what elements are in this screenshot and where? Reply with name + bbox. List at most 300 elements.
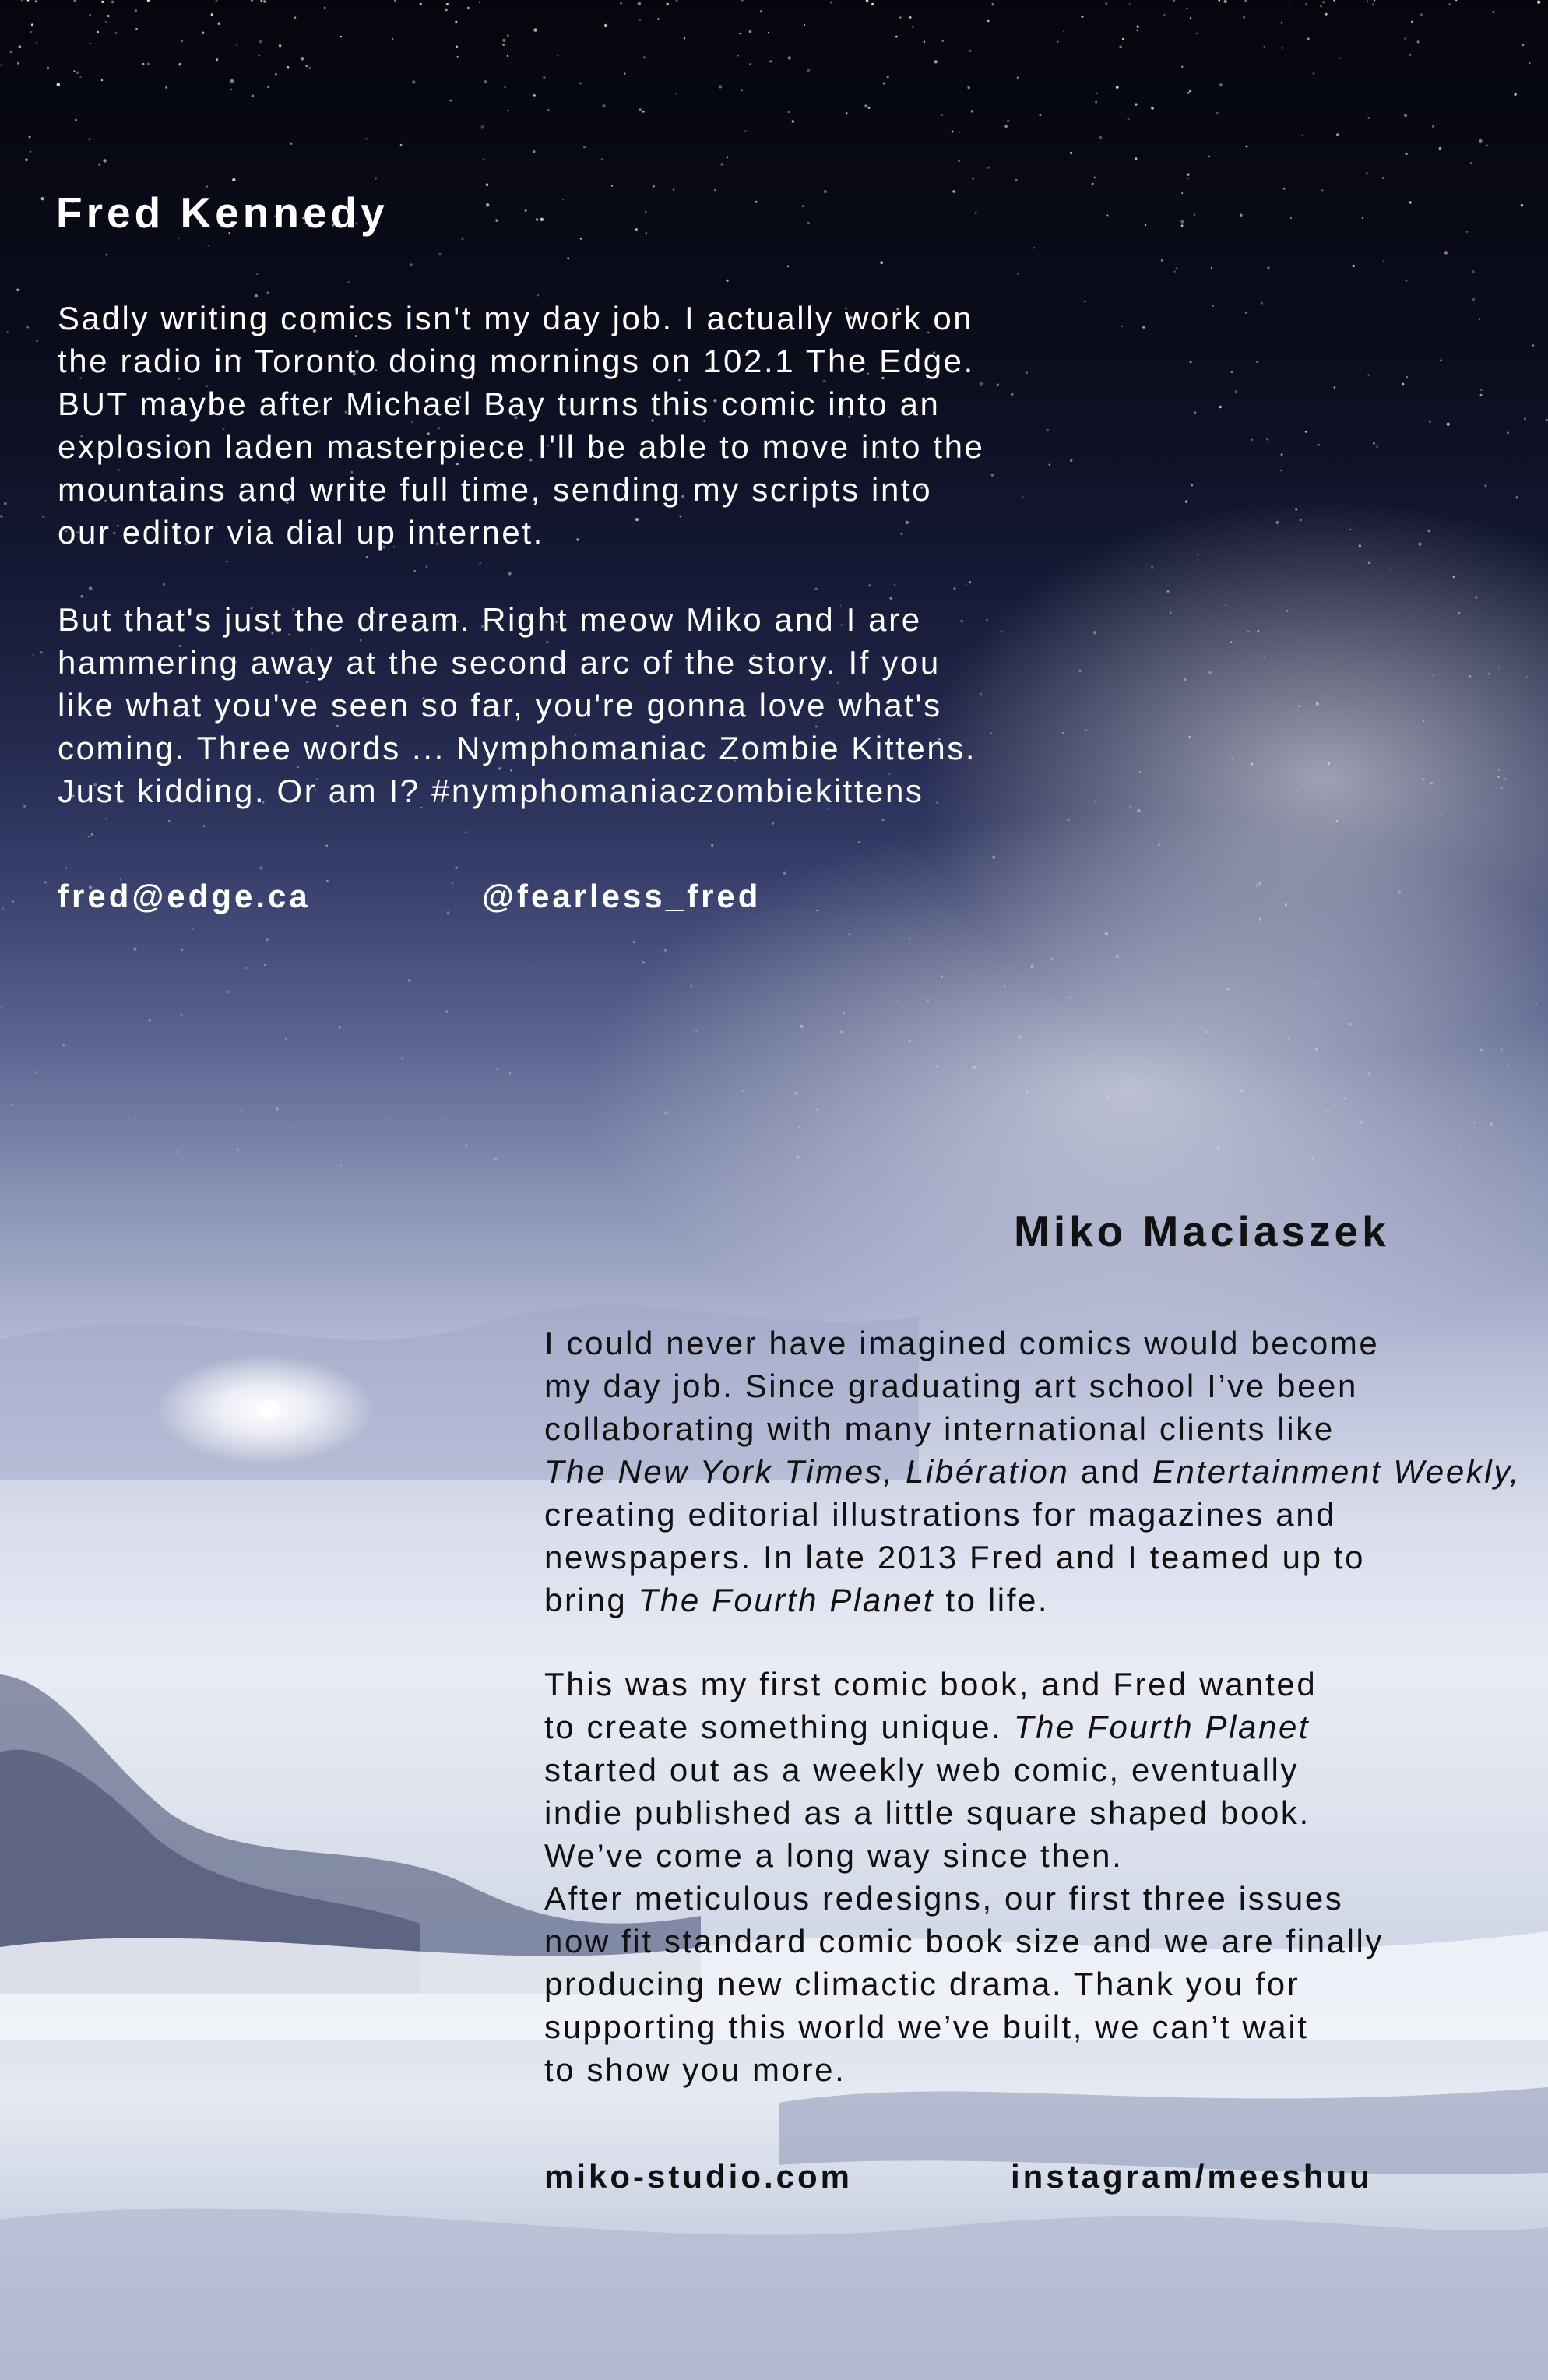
star xyxy=(275,73,277,76)
star xyxy=(1404,114,1407,117)
star xyxy=(457,56,459,58)
star xyxy=(768,32,769,33)
star xyxy=(266,291,269,294)
star xyxy=(35,0,37,2)
star xyxy=(1007,120,1009,122)
star xyxy=(251,0,253,2)
star xyxy=(1455,0,1457,1)
star xyxy=(465,831,466,833)
star xyxy=(580,238,582,240)
star xyxy=(391,1118,392,1120)
star xyxy=(1187,92,1190,94)
miko-maciaszek-name: Miko Maciaszek xyxy=(1014,1207,1390,1255)
star xyxy=(508,110,509,111)
moon-icon xyxy=(261,1400,280,1419)
star xyxy=(1402,383,1405,386)
star xyxy=(959,132,960,133)
star xyxy=(1353,265,1355,267)
star xyxy=(301,57,304,60)
star xyxy=(991,474,994,477)
star xyxy=(899,16,901,18)
star xyxy=(1096,93,1098,94)
star xyxy=(324,7,325,9)
star xyxy=(1082,16,1084,18)
star xyxy=(495,219,498,221)
star xyxy=(1374,0,1375,2)
star xyxy=(1333,0,1335,2)
star xyxy=(4,502,7,505)
star xyxy=(986,619,988,621)
star xyxy=(101,1,104,3)
star xyxy=(1516,496,1518,498)
star xyxy=(1281,453,1283,456)
star xyxy=(232,178,235,181)
star xyxy=(1261,302,1263,305)
star xyxy=(237,1149,239,1151)
star xyxy=(496,1068,498,1070)
star xyxy=(107,15,110,17)
star xyxy=(1305,3,1307,5)
star xyxy=(1116,86,1119,89)
star xyxy=(133,948,136,951)
star xyxy=(1137,30,1138,31)
star xyxy=(997,383,999,386)
star xyxy=(259,866,262,869)
star xyxy=(645,211,647,213)
miko-bio-paragraph-2: This was my first comic book, and Fred wanted to create something unique. The Fourth Planet started out as a weekly web comic, eventually indie published as a little square shaped book. We’ve come a long way since then. After meticulous redesigns, our first three issues now fit standard comic book size and we are finally producing new climactic drama. Thank you for supporting this world we’ve built, we can’t wait to show you more. xyxy=(544,1666,1384,2088)
star xyxy=(509,1072,512,1075)
star xyxy=(1339,57,1341,59)
star xyxy=(502,39,505,42)
star xyxy=(26,326,29,329)
star xyxy=(226,991,228,993)
star xyxy=(442,1116,443,1118)
star xyxy=(47,67,49,69)
star xyxy=(684,37,685,39)
star xyxy=(163,583,165,586)
star xyxy=(601,158,603,160)
star xyxy=(1187,178,1189,179)
star xyxy=(846,112,847,114)
star xyxy=(486,203,489,206)
star xyxy=(392,38,393,40)
star xyxy=(446,3,449,5)
star xyxy=(969,50,971,52)
star xyxy=(90,43,91,44)
star xyxy=(787,266,790,268)
star xyxy=(952,131,954,133)
star xyxy=(230,79,234,83)
star xyxy=(456,46,458,48)
star xyxy=(218,23,220,25)
star xyxy=(1320,5,1322,8)
star xyxy=(21,0,23,2)
star xyxy=(868,107,871,109)
star xyxy=(1376,445,1378,448)
star xyxy=(1245,312,1247,314)
star xyxy=(1305,431,1307,433)
star xyxy=(1190,17,1191,19)
star xyxy=(868,584,871,586)
star xyxy=(739,33,741,34)
star xyxy=(1026,371,1028,374)
star xyxy=(1266,438,1268,441)
star xyxy=(1432,125,1434,128)
star xyxy=(866,0,868,2)
star xyxy=(1216,112,1218,114)
star xyxy=(642,111,645,113)
star xyxy=(290,143,292,145)
star xyxy=(241,1110,243,1111)
star xyxy=(830,1,832,3)
star xyxy=(720,163,723,165)
star xyxy=(895,36,898,38)
fred-twitter-handle[interactable]: @fearless_fred xyxy=(482,878,762,914)
star xyxy=(208,245,210,247)
star xyxy=(1537,1,1540,4)
star xyxy=(147,0,150,2)
star xyxy=(394,0,396,2)
star xyxy=(676,93,677,95)
star xyxy=(16,289,19,291)
star xyxy=(285,1038,287,1040)
star xyxy=(481,125,484,129)
star xyxy=(991,3,994,5)
star xyxy=(1406,280,1408,282)
star xyxy=(750,63,752,65)
star xyxy=(142,63,145,65)
star xyxy=(128,1116,129,1118)
star xyxy=(1372,3,1374,5)
star xyxy=(1,65,2,66)
star xyxy=(952,190,955,192)
miko-website-link[interactable]: miko-studio.com xyxy=(544,2158,853,2195)
star xyxy=(1176,268,1178,270)
star xyxy=(256,273,258,275)
star xyxy=(1479,139,1482,143)
star xyxy=(12,900,14,902)
star xyxy=(494,1158,497,1160)
star xyxy=(1033,247,1035,248)
star xyxy=(1119,45,1122,48)
star xyxy=(969,581,971,583)
star xyxy=(1063,31,1064,33)
star xyxy=(1246,146,1248,148)
fred-email-link[interactable]: fred@edge.ca xyxy=(58,878,311,914)
star xyxy=(44,882,47,884)
star xyxy=(400,144,403,146)
star xyxy=(479,2,480,3)
star xyxy=(967,86,969,89)
star xyxy=(1243,16,1245,19)
star xyxy=(536,218,538,220)
star xyxy=(1161,259,1163,262)
star xyxy=(1251,439,1253,441)
star xyxy=(579,83,582,85)
star xyxy=(305,65,308,68)
star xyxy=(987,167,990,169)
star xyxy=(2,908,4,910)
star xyxy=(788,56,791,59)
star xyxy=(726,280,728,282)
star xyxy=(181,40,184,43)
star xyxy=(1244,0,1247,2)
star xyxy=(65,868,67,870)
star xyxy=(41,197,44,200)
star xyxy=(1235,390,1237,393)
star xyxy=(1047,429,1049,431)
star xyxy=(1185,500,1187,502)
star xyxy=(966,583,967,585)
star xyxy=(1211,267,1212,269)
star xyxy=(1521,204,1523,206)
star xyxy=(309,67,311,69)
star xyxy=(741,0,744,2)
star xyxy=(1099,136,1102,139)
star xyxy=(1212,305,1214,307)
star xyxy=(147,63,150,65)
star xyxy=(533,966,534,967)
star xyxy=(35,1072,37,1074)
star xyxy=(1208,156,1210,157)
star xyxy=(1017,273,1019,274)
star xyxy=(924,41,926,44)
star xyxy=(266,938,269,941)
star xyxy=(347,281,349,283)
star xyxy=(1135,157,1137,160)
star xyxy=(653,185,655,188)
star xyxy=(727,157,729,159)
star xyxy=(258,55,260,57)
star xyxy=(583,146,586,149)
star xyxy=(533,28,537,31)
star xyxy=(91,833,93,836)
star xyxy=(1444,251,1448,254)
star xyxy=(294,16,296,19)
star xyxy=(567,257,569,259)
star xyxy=(30,31,33,33)
star xyxy=(89,14,91,16)
star xyxy=(177,1151,179,1153)
miko-instagram-link[interactable]: instagram/meeshuu xyxy=(1011,2158,1373,2195)
fred-kennedy-name: Fred Kennedy xyxy=(56,188,389,237)
star xyxy=(1189,90,1191,92)
star xyxy=(912,26,914,28)
star xyxy=(639,108,642,111)
star xyxy=(74,0,76,2)
star xyxy=(325,844,328,847)
star xyxy=(1128,118,1130,120)
star xyxy=(75,119,77,121)
star xyxy=(7,332,9,333)
star xyxy=(89,586,92,590)
star xyxy=(1267,266,1269,269)
star xyxy=(760,10,762,12)
star xyxy=(941,114,943,116)
star xyxy=(1174,271,1176,273)
star xyxy=(1405,153,1407,155)
star xyxy=(508,572,511,575)
star xyxy=(755,201,758,203)
star xyxy=(1507,431,1509,434)
star xyxy=(412,80,415,83)
star xyxy=(1040,114,1042,117)
star xyxy=(1440,359,1442,361)
star xyxy=(871,3,874,5)
star xyxy=(264,964,266,966)
star xyxy=(17,62,19,65)
star xyxy=(36,340,38,342)
star xyxy=(216,0,218,2)
star xyxy=(420,3,422,5)
star xyxy=(620,2,621,4)
fred-bio-paragraph-1: Sadly writing comics isn't my day job. I actually work on the radio in Toronto doing mornings on 102.1 The Edge. BUT maybe after Michael Bay turns this comic into an explosion laden masterpiece I'll be able to move into the mountains and write full time, sending my scripts into our editor via dial up internet. xyxy=(58,300,985,551)
star xyxy=(216,58,218,61)
star xyxy=(1191,484,1193,486)
star xyxy=(1196,33,1198,34)
star xyxy=(772,822,774,825)
star xyxy=(267,86,269,88)
star xyxy=(484,80,487,83)
star xyxy=(804,24,805,26)
star xyxy=(502,44,505,46)
star xyxy=(1142,326,1145,328)
star xyxy=(1173,0,1176,2)
star xyxy=(111,1,114,4)
star xyxy=(602,104,605,107)
star xyxy=(883,83,885,85)
star xyxy=(1417,40,1420,43)
star xyxy=(611,185,613,187)
star xyxy=(33,654,34,656)
star xyxy=(19,45,21,48)
star xyxy=(1180,220,1184,223)
star xyxy=(25,159,28,162)
star xyxy=(1057,41,1058,43)
star xyxy=(447,911,449,914)
star xyxy=(1122,38,1124,40)
star xyxy=(236,44,237,46)
star xyxy=(1420,13,1423,16)
star xyxy=(106,254,107,255)
star xyxy=(40,651,43,653)
star xyxy=(450,100,452,102)
star xyxy=(1194,411,1196,414)
star xyxy=(1529,62,1531,65)
star xyxy=(1105,2,1107,5)
star xyxy=(1070,152,1072,154)
star xyxy=(401,1057,403,1059)
star xyxy=(1231,371,1233,374)
star xyxy=(1429,421,1431,423)
star xyxy=(467,7,470,9)
star xyxy=(27,0,29,2)
star xyxy=(1546,419,1548,421)
star xyxy=(1015,179,1017,181)
star xyxy=(1479,318,1481,320)
star xyxy=(624,72,626,75)
star xyxy=(149,1019,151,1022)
star xyxy=(1282,47,1283,48)
star xyxy=(89,139,90,140)
star xyxy=(115,32,118,34)
star xyxy=(88,836,90,837)
star xyxy=(807,222,810,224)
star xyxy=(1493,11,1495,13)
star xyxy=(340,1164,342,1167)
star xyxy=(252,95,254,97)
star xyxy=(887,76,889,78)
star xyxy=(1302,135,1303,136)
star xyxy=(1522,44,1524,46)
star xyxy=(1186,8,1187,9)
star xyxy=(1367,1,1368,2)
star xyxy=(1406,376,1408,378)
star xyxy=(1281,22,1283,24)
star xyxy=(1366,172,1368,174)
star xyxy=(79,76,81,78)
star xyxy=(340,36,342,37)
star xyxy=(202,32,204,34)
star xyxy=(741,90,743,92)
star xyxy=(259,40,262,44)
star xyxy=(646,232,647,234)
star xyxy=(737,55,739,57)
star xyxy=(1194,214,1196,217)
star xyxy=(1289,5,1290,6)
star xyxy=(1447,423,1450,426)
star xyxy=(1135,103,1137,105)
star xyxy=(135,9,137,12)
star xyxy=(98,164,100,166)
star xyxy=(864,104,867,107)
star xyxy=(507,34,509,37)
star xyxy=(36,42,37,44)
star xyxy=(445,9,448,12)
star xyxy=(486,183,489,186)
star xyxy=(1095,101,1097,104)
star xyxy=(543,76,545,79)
star xyxy=(30,151,31,153)
star xyxy=(263,0,266,2)
star xyxy=(1092,183,1093,185)
star xyxy=(105,818,107,819)
star xyxy=(76,72,79,75)
star xyxy=(1486,145,1488,146)
star xyxy=(1190,361,1192,363)
star xyxy=(972,178,973,179)
star xyxy=(1362,217,1363,219)
star xyxy=(769,60,772,62)
star xyxy=(1524,417,1526,420)
star xyxy=(1515,93,1517,96)
star xyxy=(1094,177,1096,178)
star xyxy=(557,55,558,56)
star xyxy=(1070,459,1072,462)
star xyxy=(1256,361,1258,363)
star xyxy=(1280,470,1282,471)
star xyxy=(1532,344,1534,346)
star xyxy=(1187,173,1189,175)
star xyxy=(533,150,535,153)
star xyxy=(788,111,790,113)
star xyxy=(714,189,716,192)
star xyxy=(326,880,329,882)
star xyxy=(525,209,527,212)
star xyxy=(1336,133,1339,136)
star xyxy=(562,199,564,200)
star xyxy=(934,60,938,63)
